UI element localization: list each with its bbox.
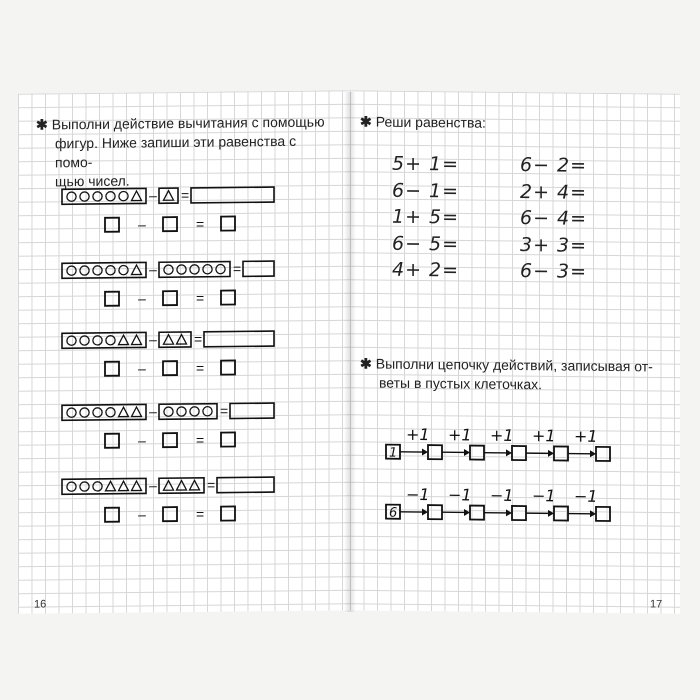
equation: 6− 4= xyxy=(520,207,588,230)
chain-box xyxy=(554,506,568,520)
triangle-shape xyxy=(164,481,174,491)
shape-box xyxy=(159,262,230,278)
chain-operation: +1 xyxy=(448,425,472,445)
minus-sign: – xyxy=(138,432,146,449)
equation: 5+ 1= xyxy=(392,152,460,176)
equation: 1+ 5= xyxy=(392,205,460,229)
circle-shape xyxy=(93,482,102,491)
answer-box xyxy=(204,331,274,347)
triangle-shape xyxy=(177,334,187,344)
equals-sign: = xyxy=(196,215,205,232)
equation: 4+ 2= xyxy=(392,258,460,282)
triangle-shape xyxy=(132,191,142,201)
circle-shape xyxy=(106,192,115,201)
circle-shape xyxy=(80,266,89,275)
action-chains xyxy=(350,90,680,613)
circle-shape xyxy=(106,408,115,417)
circle-shape xyxy=(80,336,89,345)
circle-shape xyxy=(93,336,102,345)
triangle-shape xyxy=(132,335,142,345)
circle-shape xyxy=(93,408,102,417)
task-star-icon: ✱ xyxy=(360,355,372,372)
shape-box xyxy=(159,404,217,420)
circle-shape xyxy=(80,192,89,201)
number-box xyxy=(163,507,177,521)
circle-shape xyxy=(80,408,89,417)
shape-exercises xyxy=(18,90,350,613)
circle-shape xyxy=(67,266,76,275)
chain-operation: −1 xyxy=(490,485,514,505)
circle-shape xyxy=(67,192,76,201)
arrow-head-icon xyxy=(590,450,596,457)
equals-sign: = xyxy=(220,402,229,419)
triangle-shape xyxy=(119,335,129,345)
task-star-icon: ✱ xyxy=(36,116,48,133)
right-task1-instructions: ✱ Реши равенства: xyxy=(360,113,486,131)
number-box xyxy=(105,434,119,448)
circle-shape xyxy=(190,407,199,416)
chain-addition xyxy=(386,425,610,463)
chain-operation: +1 xyxy=(574,426,598,446)
minus-sign: – xyxy=(149,261,157,278)
chain-operation: −1 xyxy=(406,484,430,505)
equation: 6− 2= xyxy=(520,154,588,177)
number-box xyxy=(221,216,235,230)
chain-box xyxy=(512,446,526,460)
circle-shape xyxy=(93,192,102,201)
triangle-shape xyxy=(119,407,129,417)
circle-shape xyxy=(67,408,76,417)
arrow-head-icon xyxy=(590,510,596,517)
equation: 6− 3= xyxy=(520,260,588,283)
number-box xyxy=(163,433,177,447)
circle-shape xyxy=(203,407,212,416)
subtrahend-box xyxy=(159,332,191,347)
circle-shape xyxy=(119,191,128,200)
arrow-head-icon xyxy=(548,510,554,517)
equals-sign: = xyxy=(196,359,205,376)
circle-shape xyxy=(106,266,115,275)
minus-sign: – xyxy=(138,360,146,377)
chain-box xyxy=(512,506,526,520)
minuend-box xyxy=(62,262,146,278)
page-number-right: 17 xyxy=(650,598,663,611)
arrow-head-icon xyxy=(548,450,554,457)
equals-sign: = xyxy=(196,431,205,448)
equation: 3+ 3= xyxy=(520,233,588,257)
triangle-shape xyxy=(164,335,174,345)
subtrahend-box xyxy=(159,262,230,278)
chain-start-value: 6 xyxy=(389,505,398,521)
minus-sign: – xyxy=(138,216,146,233)
equals-sign: = xyxy=(207,476,216,493)
circle-shape xyxy=(177,265,186,274)
circle-shape xyxy=(164,265,173,274)
left-task-instructions: ✱ Выполни действие вычитания с помощью фигур. Ниже запиши эти равенства с помо- щью чисел. xyxy=(36,113,325,190)
minus-sign: – xyxy=(138,290,146,307)
subtrahend-box xyxy=(159,478,204,493)
triangle-shape xyxy=(177,480,187,490)
right-task2-instructions: ✱ Выполни цепочку действий, записывая от- веты в пустых клеточках. xyxy=(360,355,653,393)
minuend-box xyxy=(62,478,146,494)
chain-box xyxy=(428,505,442,519)
shape-box xyxy=(159,332,191,347)
minuend-box xyxy=(62,404,146,420)
task-star-icon: ✱ xyxy=(360,113,372,130)
triangle-shape xyxy=(132,265,142,275)
circle-shape xyxy=(67,336,76,345)
answer-box xyxy=(191,187,274,203)
answer-box xyxy=(217,477,274,493)
circle-shape xyxy=(164,407,173,416)
right-page xyxy=(350,90,680,613)
number-box xyxy=(163,217,177,231)
answer-box xyxy=(230,403,274,418)
minus-sign: – xyxy=(149,187,157,204)
minus-sign: – xyxy=(149,403,157,420)
triangle-shape xyxy=(119,481,129,491)
chain-operation: −1 xyxy=(448,485,472,505)
equation: 2+ 4= xyxy=(520,180,588,204)
circle-shape xyxy=(216,264,225,273)
circle-shape xyxy=(177,407,186,416)
left-page xyxy=(18,90,350,613)
triangle-shape xyxy=(190,480,200,490)
subtrahend-box xyxy=(159,188,178,203)
equals-sign: = xyxy=(233,260,242,277)
chain-subtraction xyxy=(386,485,610,523)
chain-operation: +1 xyxy=(490,425,514,445)
chain-operation: +1 xyxy=(406,424,430,445)
number-box xyxy=(163,361,177,375)
minus-sign: – xyxy=(149,331,157,348)
chain-operation: +1 xyxy=(532,426,556,446)
number-box xyxy=(105,362,119,376)
number-box xyxy=(221,432,235,446)
triangle-shape xyxy=(106,481,116,491)
chain-box xyxy=(470,506,484,520)
circle-shape xyxy=(106,336,115,345)
chain-box xyxy=(554,446,568,460)
chain-box xyxy=(596,507,610,521)
chain-operation: −1 xyxy=(574,486,598,506)
page-number-left: 16 xyxy=(34,598,47,611)
number-box xyxy=(221,290,235,304)
minus-sign: – xyxy=(149,477,157,494)
circle-shape xyxy=(203,265,212,274)
triangle-shape xyxy=(164,191,174,201)
chain-operation: −1 xyxy=(532,486,556,506)
minuend-box xyxy=(62,332,146,348)
number-box xyxy=(105,218,119,232)
triangle-shape xyxy=(132,407,142,417)
equals-sign: = xyxy=(196,505,205,522)
number-box xyxy=(163,291,177,305)
triangle-shape xyxy=(132,481,142,491)
minus-sign: – xyxy=(138,506,146,523)
equation: 6− 5= xyxy=(392,232,460,255)
circle-shape xyxy=(80,482,89,491)
equals-sign: = xyxy=(196,289,205,306)
answer-box xyxy=(243,261,274,276)
equals-sign: = xyxy=(181,186,190,204)
subtrahend-box xyxy=(159,404,217,420)
minuend-box xyxy=(62,188,146,204)
circle-shape xyxy=(119,265,128,274)
chain-box xyxy=(470,446,484,460)
number-box xyxy=(105,508,119,522)
number-box xyxy=(221,360,235,374)
circle-shape xyxy=(67,482,76,491)
equation: 6− 1= xyxy=(392,179,460,202)
circle-shape xyxy=(190,265,199,274)
book-gutter xyxy=(344,92,356,612)
number-box xyxy=(105,292,119,306)
number-box xyxy=(221,506,235,520)
equals-sign: = xyxy=(194,330,203,347)
circle-shape xyxy=(93,266,102,275)
chain-box xyxy=(596,447,610,461)
chain-start-value: 1 xyxy=(389,445,398,461)
chain-box xyxy=(428,445,442,459)
